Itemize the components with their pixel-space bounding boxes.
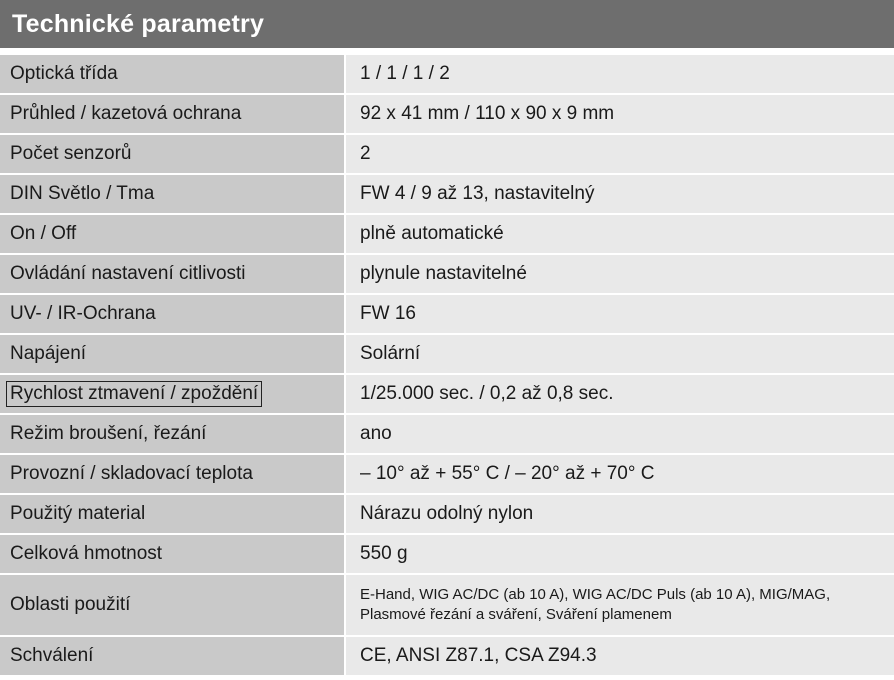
table-row — [0, 575, 894, 637]
table-row — [0, 335, 894, 375]
row-value — [346, 575, 894, 635]
title-bar — [0, 0, 894, 50]
row-value: plynule nastavitelné — [346, 255, 894, 293]
row-value: 2 — [346, 135, 894, 173]
row-value-line: E-Hand, WIG AC/DC (ab 10 A), WIG AC/DC Puls (ab 10 A), MIG/MAG, — [360, 586, 831, 603]
table-row — [0, 295, 894, 335]
row-label: UV- / IR-Ochrana — [0, 295, 346, 333]
row-value-line: Plasmové řezání a sváření, Sváření plamenem — [360, 606, 672, 623]
table-row — [0, 95, 894, 135]
row-label: DIN Světlo / Tma — [0, 175, 346, 213]
table-row — [0, 415, 894, 455]
table-row — [0, 135, 894, 175]
row-value: Nárazu odolný nylon — [346, 495, 894, 533]
table-row — [0, 255, 894, 295]
row-label: Režim broušení, řezání — [0, 415, 346, 453]
table-row — [0, 637, 894, 677]
table-row — [0, 55, 894, 95]
row-value: Solární — [346, 335, 894, 373]
row-label: Oblasti použití — [0, 575, 346, 635]
table-row — [0, 455, 894, 495]
row-label: Celková hmotnost — [0, 535, 346, 573]
row-label: Ovládání nastavení citlivosti — [0, 255, 346, 293]
row-value: 550 g — [346, 535, 894, 573]
row-value: 92 x 41 mm / 110 x 90 x 9 mm — [346, 95, 894, 133]
table-row — [0, 375, 894, 415]
row-label: Napájení — [0, 335, 346, 373]
row-value: FW 16 — [346, 295, 894, 333]
row-label: On / Off — [0, 215, 346, 253]
table-row — [0, 535, 894, 575]
row-label-cell — [0, 375, 346, 413]
table-row — [0, 215, 894, 255]
row-label-selected[interactable]: Rychlost ztmavení / zpoždění — [6, 381, 262, 407]
row-label: Optická třída — [0, 55, 346, 93]
page-title: Technické parametry — [12, 9, 265, 38]
row-label: Schválení — [0, 637, 346, 675]
row-label: Použitý material — [0, 495, 346, 533]
row-value: 1 / 1 / 1 / 2 — [346, 55, 894, 93]
row-label: Počet senzorů — [0, 135, 346, 173]
row-label: Provozní / skladovací teplota — [0, 455, 346, 493]
table-row — [0, 175, 894, 215]
table-row — [0, 495, 894, 535]
spec-table — [0, 55, 894, 677]
row-value: – 10° až + 55° C / – 20° až + 70° C — [346, 455, 894, 493]
row-value: 1/25.000 sec. / 0,2 až 0,8 sec. — [346, 375, 894, 413]
row-value: ano — [346, 415, 894, 453]
row-value: CE, ANSI Z87.1, CSA Z94.3 — [346, 637, 894, 675]
row-value-lines — [360, 585, 830, 625]
row-label: Průhled / kazetová ochrana — [0, 95, 346, 133]
row-value: FW 4 / 9 až 13, nastavitelný — [346, 175, 894, 213]
row-value: plně automatické — [346, 215, 894, 253]
